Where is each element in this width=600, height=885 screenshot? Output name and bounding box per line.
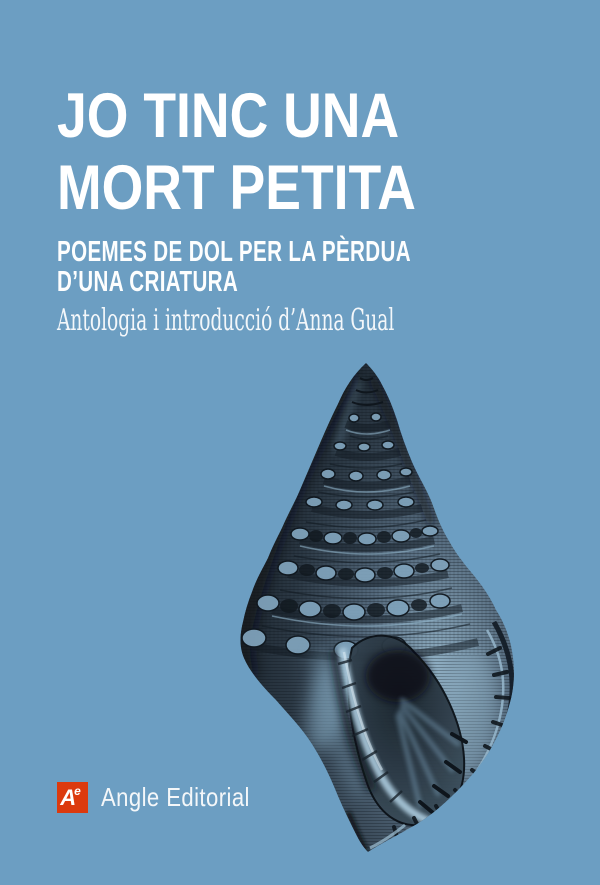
publisher-logo xyxy=(57,782,276,813)
title-line-1: JO TINC UNA xyxy=(57,81,400,151)
logo-monogram: A xyxy=(60,784,77,810)
publisher-name: Angle Editorial xyxy=(101,782,250,812)
title-line-2: MORT PETITA xyxy=(57,153,416,223)
book-title xyxy=(57,80,416,224)
author-note: Antologia i introducció d’Anna Gual xyxy=(57,303,395,338)
angle-editorial-logo-icon xyxy=(57,782,88,813)
logo-monogram-sup: e xyxy=(74,784,81,798)
book-subtitle xyxy=(57,237,411,297)
subtitle-line-1: POEMES DE DOL PER LA PÈRDUA xyxy=(57,236,411,268)
subtitle-line-2: D’UNA CRIATURA xyxy=(57,266,239,298)
